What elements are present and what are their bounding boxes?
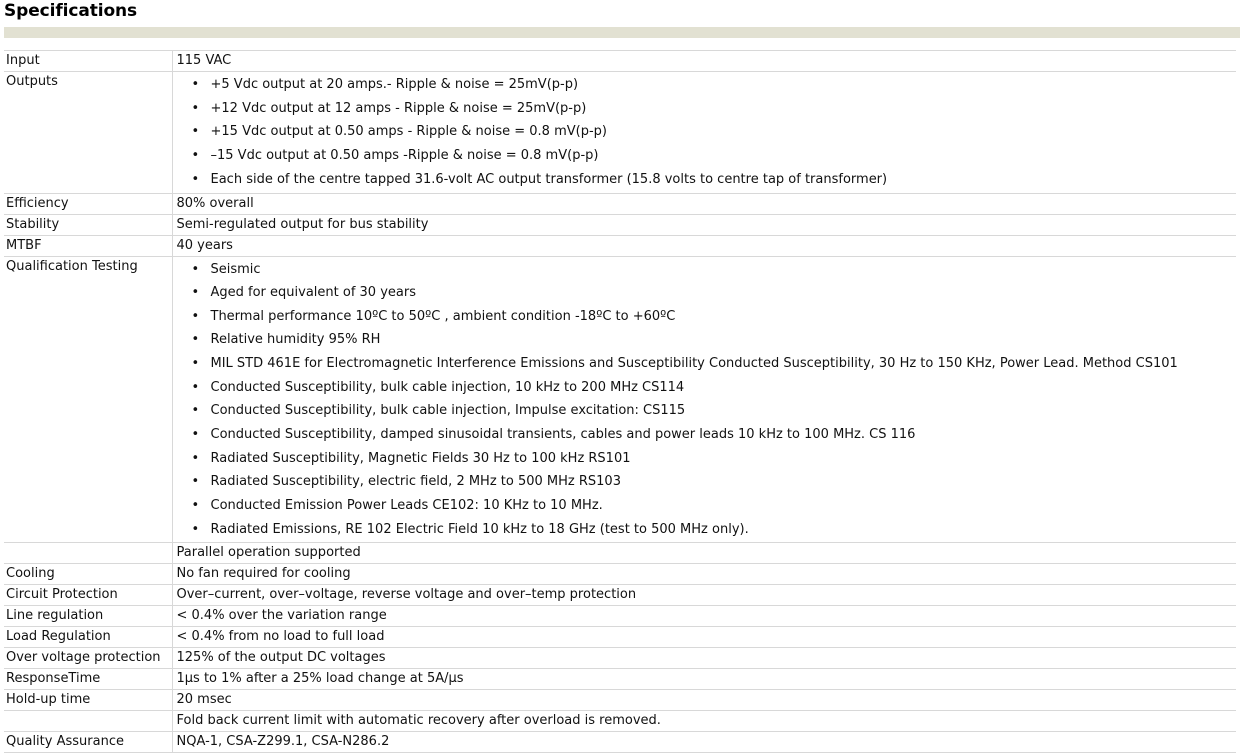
spec-label-cell: Over voltage protection	[4, 648, 172, 669]
table-row	[4, 543, 1236, 564]
table-row	[4, 711, 1236, 732]
page-title: Specifications	[4, 1, 138, 21]
list-item: • Radiated Emissions, RE 102 Electric Field 10 kHz to 18 GHz (test to 500 MHz only).	[177, 518, 1237, 542]
spec-label-cell	[4, 711, 172, 732]
spec-bullet-list	[177, 258, 1237, 542]
table-row	[4, 256, 1236, 543]
spec-value-cell: 40 years	[176, 237, 233, 253]
table-row	[4, 648, 1236, 669]
list-item: • +15 Vdc output at 0.50 amps - Ripple & noise = 0.8 mV(p-p)	[177, 120, 1237, 144]
spec-value-cell	[172, 256, 1236, 543]
spec-value-cell: 80% overall	[176, 195, 254, 211]
table-row	[4, 72, 1236, 194]
table-row	[4, 193, 1236, 214]
table-row	[4, 585, 1236, 606]
spec-value-cell	[172, 72, 1236, 194]
spec-label-cell: Hold-up time	[4, 690, 172, 711]
list-item: • Seismic	[177, 258, 1237, 282]
specifications-table	[4, 50, 1236, 753]
list-item: • Conducted Susceptibility, bulk cable injection, 10 kHz to 200 MHz CS114	[177, 376, 1237, 400]
list-item: • Relative humidity 95% RH	[177, 328, 1237, 352]
spec-value-cell: Over–current, over–voltage, reverse voltage and over–temp protection	[176, 587, 637, 603]
list-item: • +12 Vdc output at 12 amps - Ripple & noise = 25mV(p-p)	[177, 97, 1237, 121]
spec-value-cell: < 0.4% over the variation range	[176, 608, 387, 624]
table-row	[4, 564, 1236, 585]
spec-label-cell: ResponseTime	[4, 669, 172, 690]
list-item: • Thermal performance 10ºC to 50ºC , ambient condition -18ºC to +60ºC	[177, 305, 1237, 329]
spec-label-cell: Load Regulation	[4, 627, 172, 648]
spec-value-cell: 20 msec	[176, 692, 232, 708]
list-item: • Radiated Susceptibility, Magnetic Fields 30 Hz to 100 kHz RS101	[177, 447, 1237, 471]
list-item: • –15 Vdc output at 0.50 amps -Ripple & noise = 0.8 mV(p-p)	[177, 144, 1237, 168]
list-item: • +5 Vdc output at 20 amps.- Ripple & noise = 25mV(p-p)	[177, 73, 1237, 97]
table-row	[4, 235, 1236, 256]
spec-value-cell: Parallel operation supported	[176, 545, 361, 561]
list-item: • Aged for equivalent of 30 years	[177, 281, 1237, 305]
table-row	[4, 51, 1236, 72]
table-row	[4, 669, 1236, 690]
spec-value-cell: No fan required for cooling	[176, 566, 351, 582]
spec-label-cell: Input	[4, 51, 172, 72]
spec-value-cell: 125% of the output DC voltages	[176, 650, 386, 666]
spec-bullet-list	[177, 73, 1237, 192]
list-item: • Conducted Susceptibility, bulk cable injection, Impulse excitation: CS115	[177, 399, 1237, 423]
table-row	[4, 732, 1236, 753]
list-item: • Radiated Susceptibility, electric field, 2 MHz to 500 MHz RS103	[177, 470, 1237, 494]
specifications-table-body	[4, 51, 1236, 753]
spec-label-cell: Quality Assurance	[4, 732, 172, 753]
spec-label-cell: Efficiency	[4, 193, 172, 214]
spec-label-cell	[4, 543, 172, 564]
spec-value-cell: Fold back current limit with automatic recovery after overload is removed.	[176, 713, 661, 729]
spec-label-cell: Stability	[4, 214, 172, 235]
list-item: • Each side of the centre tapped 31.6-volt AC output transformer (15.8 volts to centre tap of transformer)	[177, 168, 1237, 192]
table-row	[4, 214, 1236, 235]
spec-label-cell: Qualification Testing	[4, 256, 172, 543]
spec-label-cell: Cooling	[4, 564, 172, 585]
spec-label-cell: MTBF	[4, 235, 172, 256]
list-item: • MIL STD 461E for Electromagnetic Interference Emissions and Susceptibility Conducted Susceptibility, 30 Hz to 150 KHz, Power Lead. Method CS101	[177, 352, 1237, 376]
spec-value-cell: NQA-1, CSA-Z299.1, CSA-N286.2	[176, 734, 390, 750]
spec-value-cell: Semi-regulated output for bus stability	[176, 216, 429, 232]
spec-label-cell: Outputs	[4, 72, 172, 194]
spec-value-cell: 1µs to 1% after a 25% load change at 5A/µs	[176, 671, 464, 687]
list-item: • Conducted Emission Power Leads CE102: 10 KHz to 10 MHz.	[177, 494, 1237, 518]
spec-value-cell: < 0.4% from no load to full load	[176, 629, 385, 645]
table-row	[4, 606, 1236, 627]
spec-label-cell: Circuit Protection	[4, 585, 172, 606]
accent-band	[4, 27, 1240, 38]
table-row	[4, 627, 1236, 648]
spec-value-cell: 115 VAC	[176, 53, 232, 68]
spec-label-cell: Line regulation	[4, 606, 172, 627]
table-row	[4, 690, 1236, 711]
list-item: • Conducted Susceptibility, damped sinusoidal transients, cables and power leads 10 kHz to 100 MHz. CS 116	[177, 423, 1237, 447]
